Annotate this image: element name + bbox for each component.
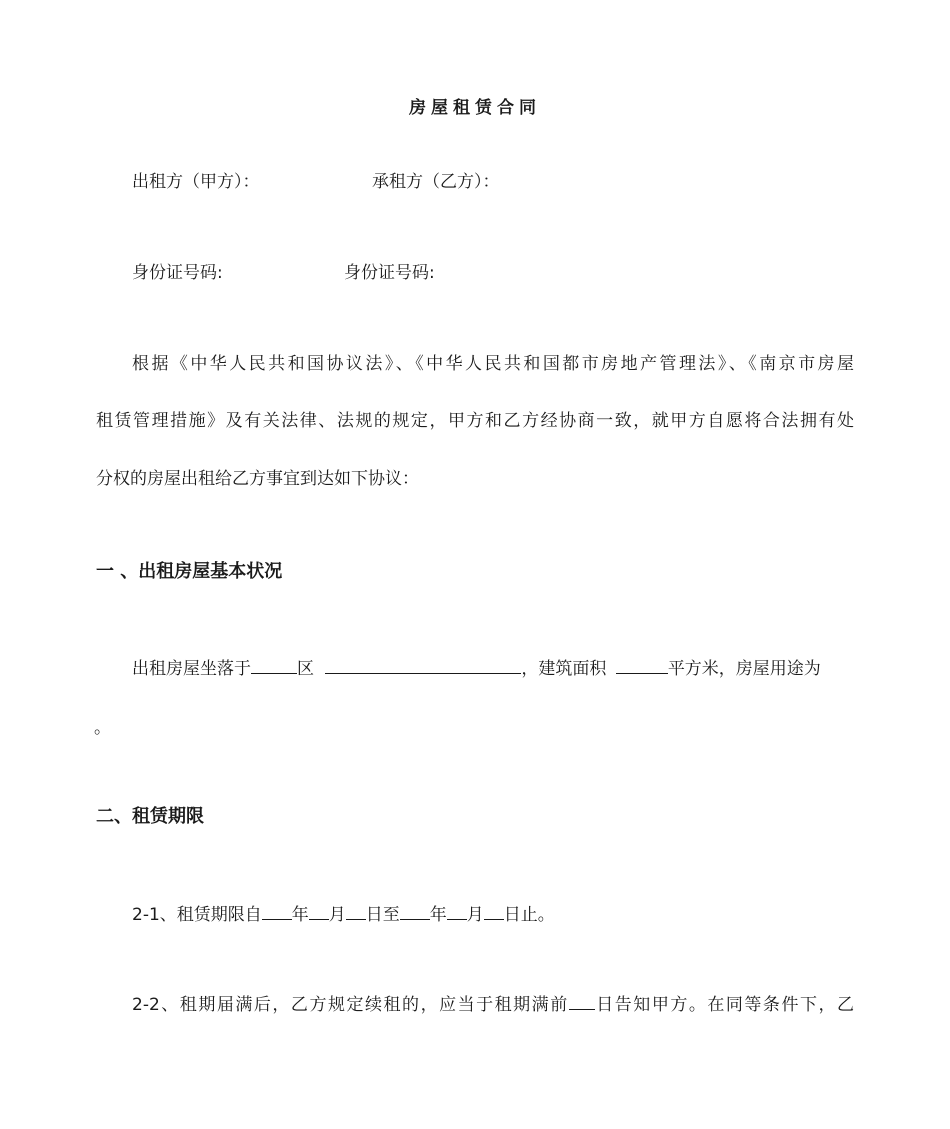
clause-2-2 xyxy=(132,992,854,1017)
address-blank xyxy=(325,656,521,674)
district-blank xyxy=(251,656,297,674)
area-blank xyxy=(616,656,668,674)
clause-2-1 xyxy=(132,902,555,927)
clause-2-2-suffix: 日告知甲方。在同等条件下，乙 xyxy=(594,995,855,1015)
start-year-blank xyxy=(262,902,292,920)
lessor-id-label: 身份证号码: xyxy=(132,263,223,283)
usage-label: 平方米，房屋用途为 xyxy=(667,659,821,679)
start-year-label: 年 xyxy=(291,905,309,925)
section-1-end-mark: 。 xyxy=(94,718,111,738)
preamble-line-2: 租赁管理措施》及有关法律、法规的规定，甲方和乙方经协商一致，就甲方自愿将合法拥有处 xyxy=(96,411,854,431)
section-1-heading: 一 、出租房屋基本状况 xyxy=(96,561,283,582)
lessee-id-label: 身份证号码: xyxy=(344,263,435,283)
start-day-blank xyxy=(346,902,366,920)
section-2-heading: 二、租赁期限 xyxy=(96,806,204,827)
clause-2-2-prefix: 2-2、租期届满后，乙方规定续租的，应当于租期满前 xyxy=(132,995,569,1015)
area-label: ，建筑面积 xyxy=(521,659,607,679)
end-year-label: 年 xyxy=(429,905,447,925)
clause-2-1-prefix: 2-1、租赁期限自 xyxy=(132,905,262,925)
end-month-label: 月 xyxy=(466,905,484,925)
end-day-blank xyxy=(484,902,504,920)
end-month-blank xyxy=(447,902,467,920)
start-month-label: 月 xyxy=(328,905,346,925)
section-1-clause xyxy=(132,656,821,681)
end-day-label: 日止。 xyxy=(503,905,555,925)
lessor-label: 出租方（甲方）： xyxy=(132,172,260,192)
document-title: 房屋租赁合同 xyxy=(409,98,541,118)
preamble-line-3: 分权的房屋出租给乙方事宜到达如下协议： xyxy=(96,469,419,489)
lessee-label: 承租方（乙方）： xyxy=(372,172,500,192)
preamble-line-1: 根据《中华人民共和国协议法》、《中华人民共和国都市房地产管理法》、《南京市房屋 xyxy=(132,354,854,374)
location-label: 出租房屋坐落于 xyxy=(132,659,251,679)
start-month-blank xyxy=(309,902,329,920)
notice-days-blank xyxy=(569,992,595,1010)
end-year-blank xyxy=(400,902,430,920)
district-label: 区 xyxy=(297,659,314,679)
start-day-label: 日至 xyxy=(365,905,400,925)
